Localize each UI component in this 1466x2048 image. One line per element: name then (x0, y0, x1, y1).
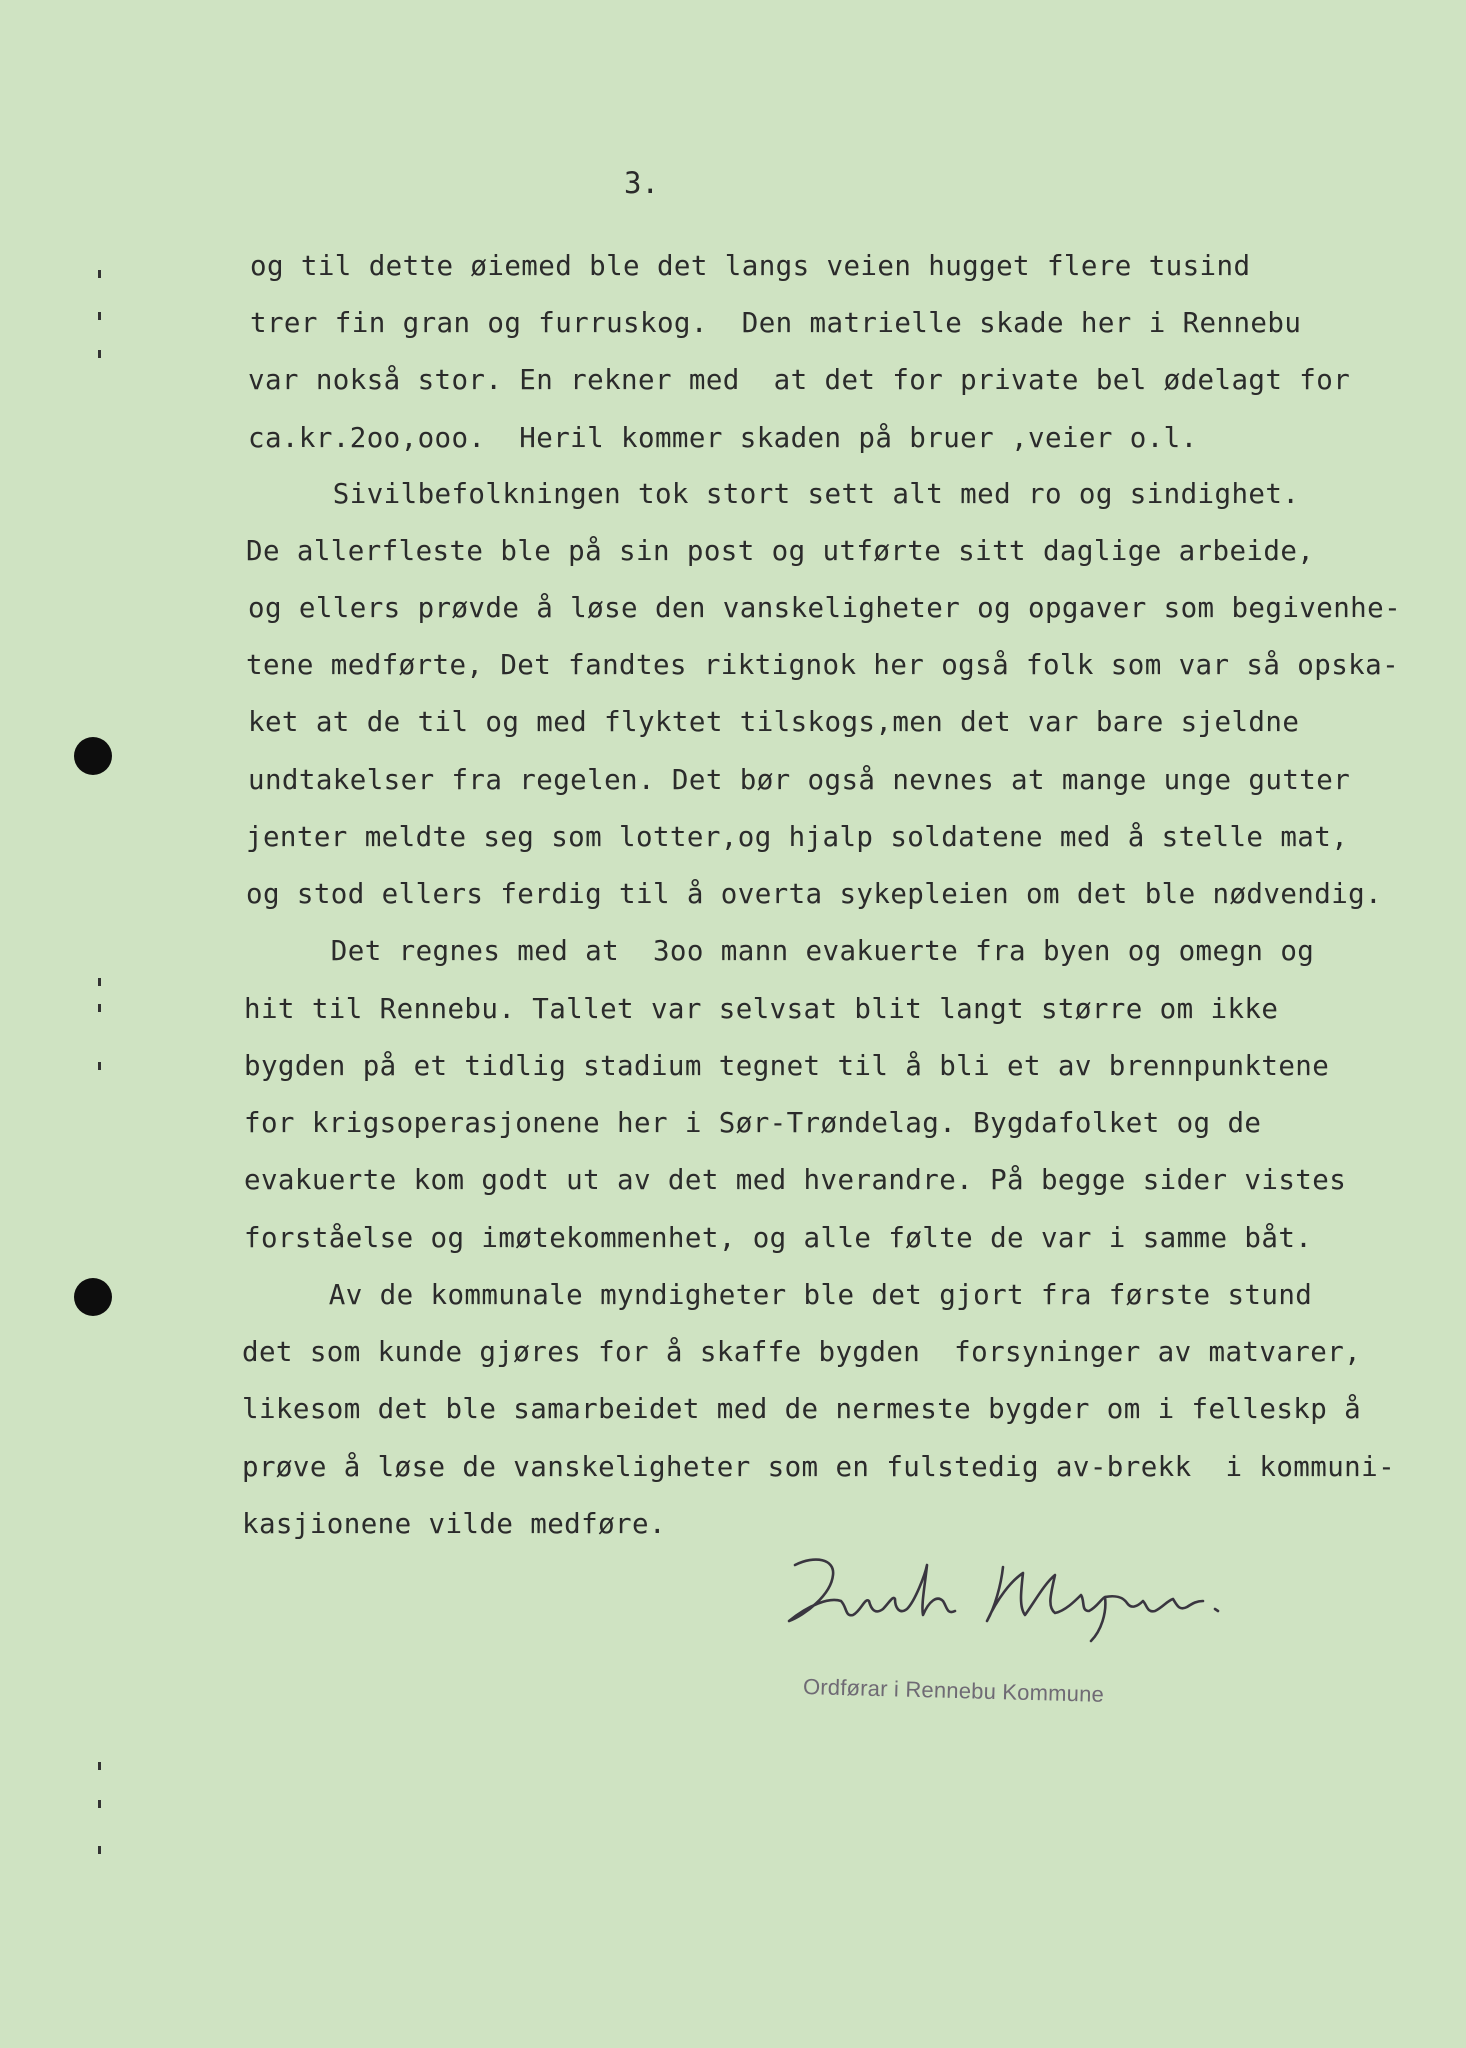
margin-mark (98, 1846, 101, 1854)
margin-mark (98, 1062, 101, 1070)
signature (775, 1545, 1255, 1655)
text-line: De allerfleste ble på sin post og utførte sitt daglige arbeide, (246, 535, 1315, 567)
text-line: tene medførte, Det fandtes riktignok her også folk som var så opska- (246, 649, 1400, 681)
margin-mark (98, 312, 101, 320)
text-line: hit til Rennebu. Tallet var selvsat blit langt større om ikke (244, 993, 1279, 1025)
text-line: ket at de til og med flyktet tilskogs,men det var bare sjeldne (248, 706, 1300, 738)
margin-mark (98, 1004, 101, 1012)
text-line: kasjionene vilde medføre. (242, 1508, 666, 1540)
text-line: prøve å løse de vanskeligheter som en fulstedig av-brekk i kommuni- (242, 1451, 1396, 1483)
text-line: det som kunde gjøres for å skaffe bygden forsyninger av matvarer, (242, 1336, 1362, 1368)
text-line: og til dette øiemed ble det langs veien hugget flere tusind (250, 250, 1251, 282)
text-line: likesom det ble samarbeidet med de nermeste bygder om i felleskp å (242, 1393, 1362, 1425)
text-line: ca.kr.2oo,ooo. Heril kommer skaden på bruer ,veier o.l. (248, 422, 1198, 454)
text-line: for krigsoperasjonene her i Sør-Trøndelag. Bygdafolket og de (244, 1107, 1262, 1139)
margin-mark (98, 270, 101, 278)
page-number: 3. (624, 166, 659, 200)
text-line: og ellers prøvde å løse den vanskeligheter og opgaver som begivenhe- (248, 592, 1402, 624)
official-stamp: Ordførar i Rennebu Kommune (802, 1674, 1105, 1707)
text-line: Det regnes med at 3oo mann evakuerte fra byen og omegn og (246, 935, 1315, 967)
punch-hole (74, 1278, 112, 1316)
margin-mark (98, 1800, 101, 1808)
text-line: bygden på et tidlig stadium tegnet til å bli et av brennpunktene (244, 1050, 1330, 1082)
text-line: trer fin gran og furruskog. Den matrielle skade her i Rennebu (250, 307, 1302, 339)
margin-mark (98, 350, 101, 358)
text-line: forståelse og imøtekommenhet, og alle følte de var i samme båt. (244, 1222, 1313, 1254)
text-line: Av de kommunale myndigheter ble det gjort fra første stund (244, 1279, 1313, 1311)
text-line: undtakelser fra regelen. Det bør også nevnes at mange unge gutter (248, 764, 1351, 796)
punch-hole (74, 737, 112, 775)
text-line: jenter meldte seg som lotter,og hjalp soldatene med å stelle mat, (246, 821, 1349, 853)
text-line: var nokså stor. En rekner med at det for private bel ødelagt for (248, 364, 1351, 396)
margin-mark (98, 1762, 101, 1770)
margin-mark (98, 978, 101, 986)
text-line: og stod ellers ferdig til å overta sykepleien om det ble nødvendig. (246, 878, 1383, 910)
text-line: Sivilbefolkningen tok stort sett alt med ro og sindighet. (248, 478, 1300, 510)
text-line: evakuerte kom godt ut av det med hverandre. På begge sider vistes (244, 1164, 1347, 1196)
